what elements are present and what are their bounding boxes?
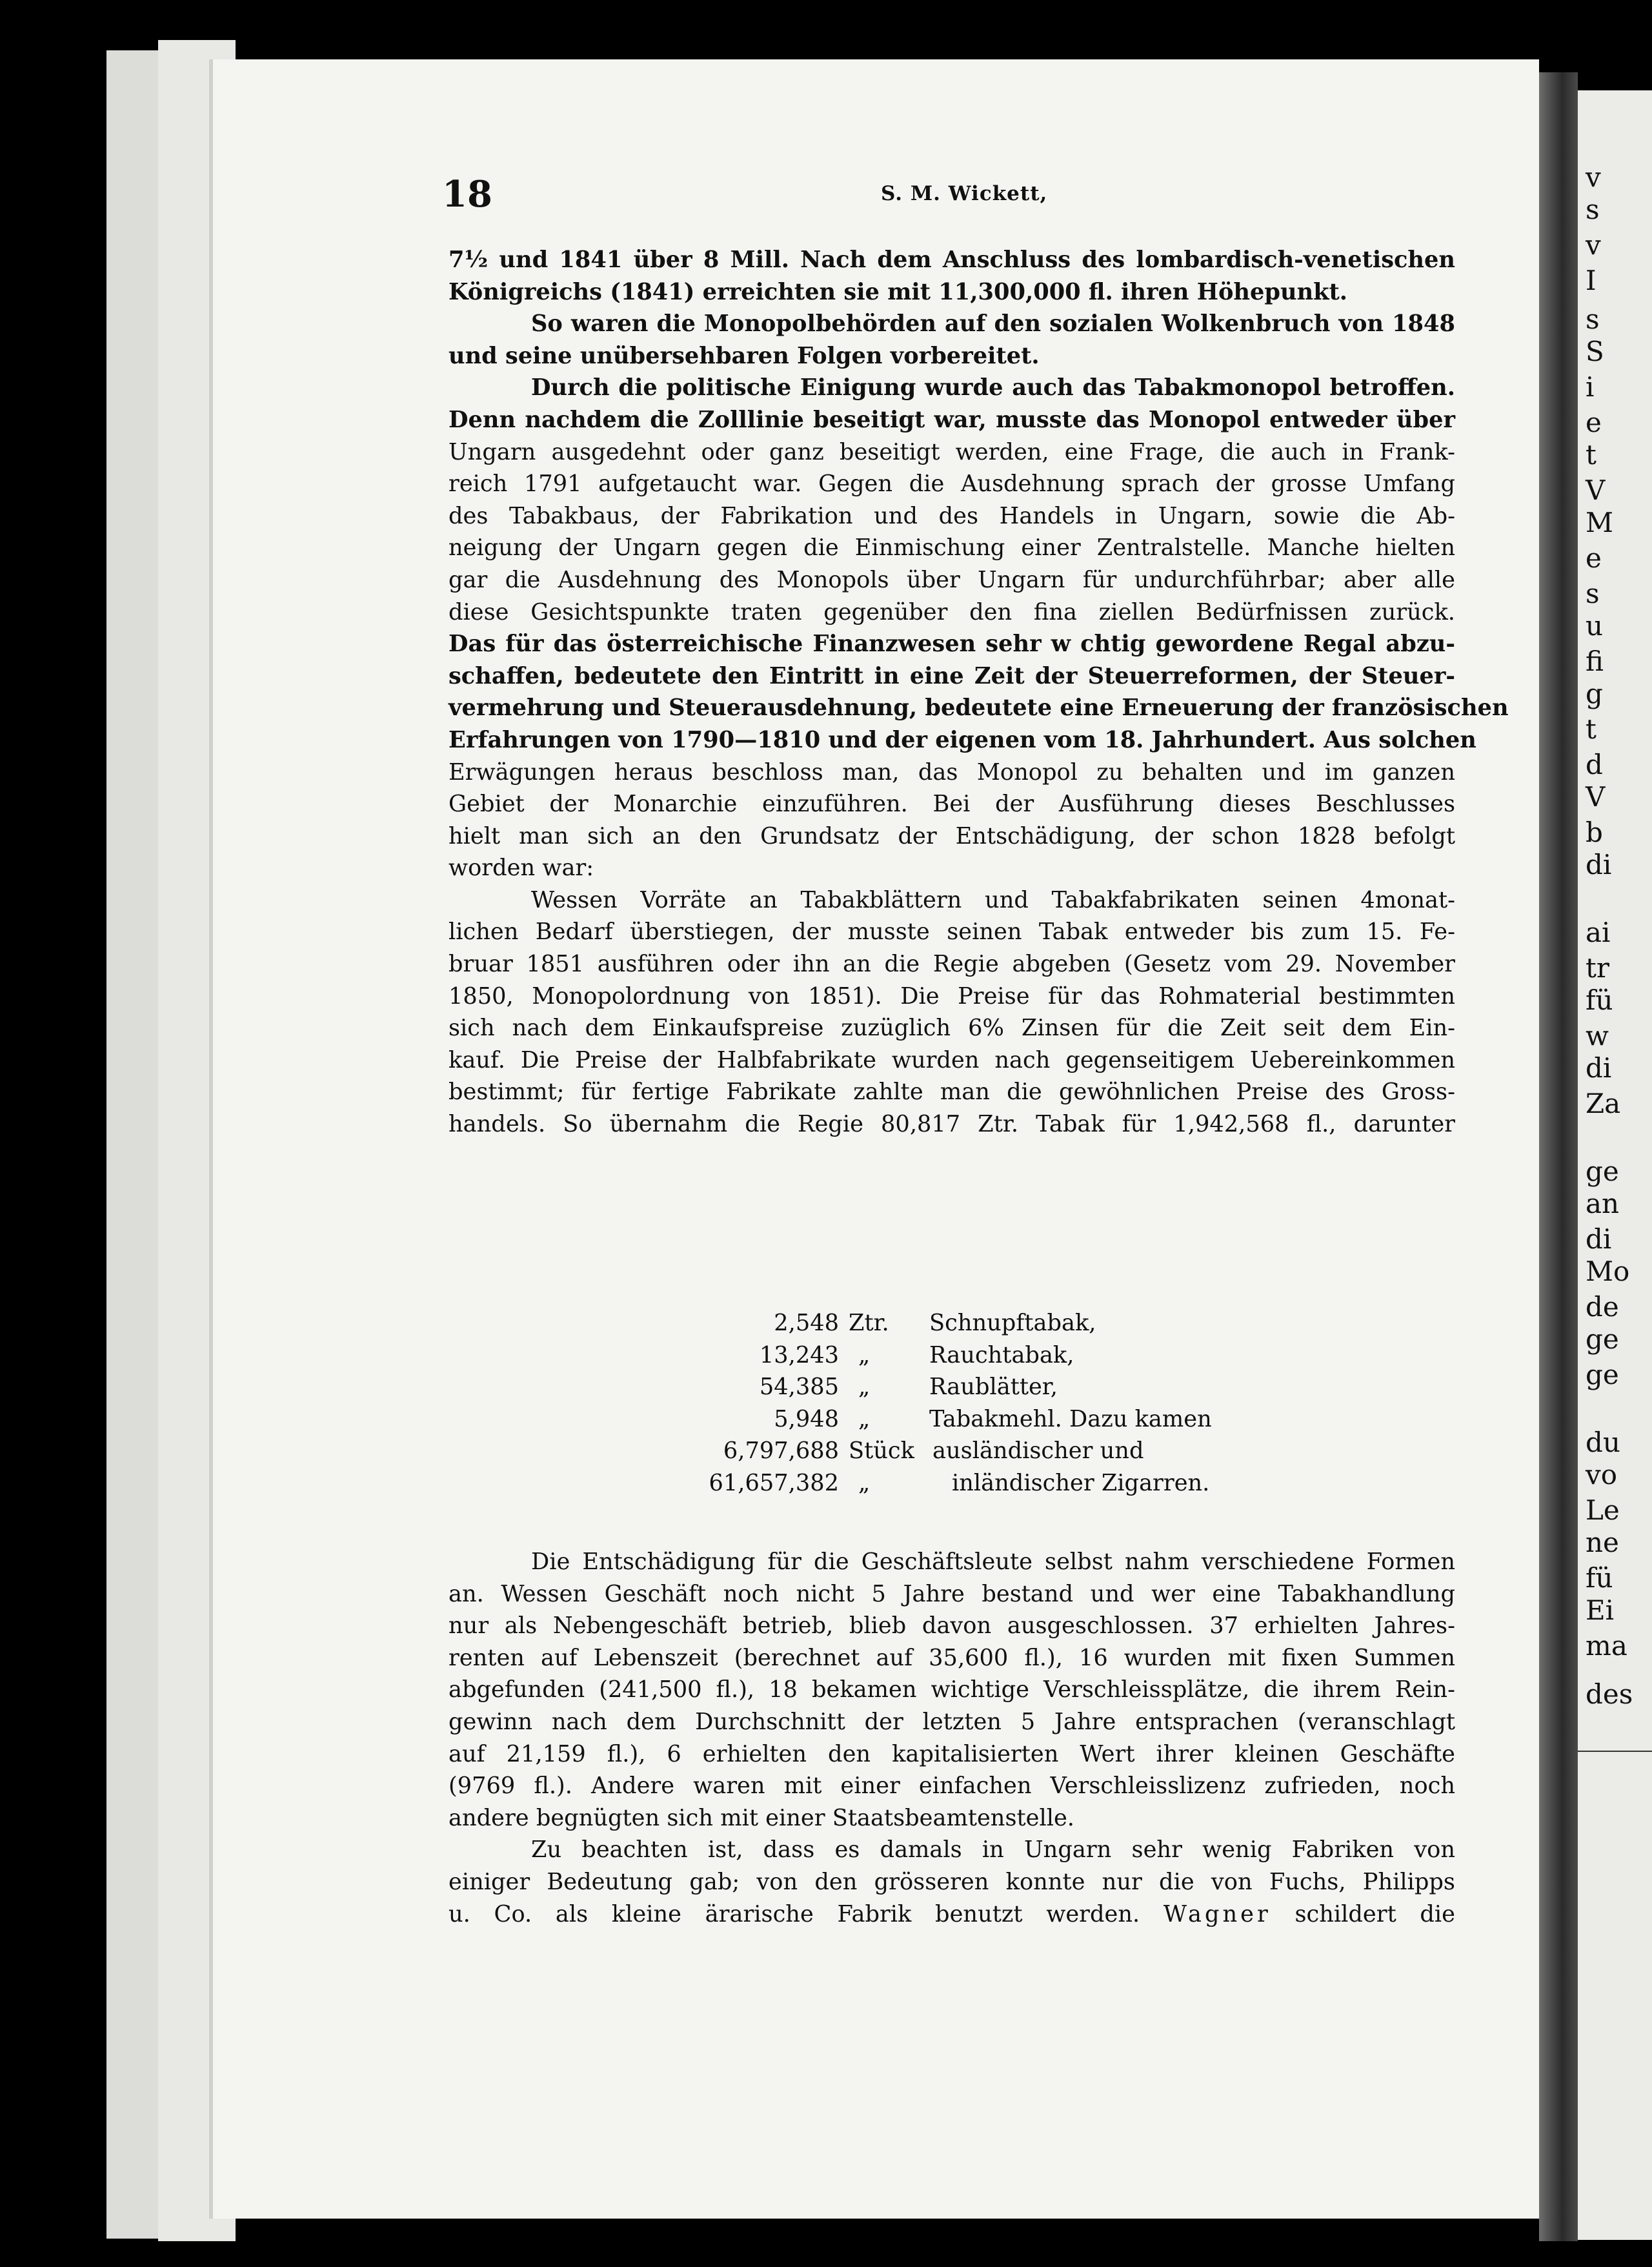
facing-page-text: S <box>1586 336 1604 367</box>
quantity: 5,948 <box>774 1405 839 1432</box>
facing-page-text: ma <box>1586 1630 1627 1662</box>
facing-page-text: di <box>1586 1052 1612 1084</box>
facing-page-text: ge <box>1586 1323 1619 1355</box>
body-text-part2 <box>448 1546 1455 1930</box>
text-line: Königreichs (1841) erreichten sie mit 11,300,000 fl. ihren Höhepunkt. <box>448 278 1348 305</box>
text-line: Gebiet der Monarchie einzuführen. Bei der Ausführung dieses Beschlusses <box>448 791 1455 818</box>
text-line: andere begnügten sich mit einer Staatsbeamtenstelle. <box>448 1804 1074 1831</box>
facing-page-fragment <box>1578 90 1652 2240</box>
list-item <box>645 1307 1226 1339</box>
list-item <box>645 1403 1226 1436</box>
list-item <box>645 1371 1226 1403</box>
facing-page-text: du <box>1586 1427 1620 1458</box>
facing-page-text: Za <box>1586 1088 1621 1119</box>
text-line: nur als Nebengeschäft betrieb, blieb davon ausgeschlossen. 37 erhielten Jahres- <box>448 1612 1455 1640</box>
unit: „ <box>858 1405 871 1432</box>
text-line: worden war: <box>448 855 594 882</box>
text-line: gewinn nach dem Durchschnitt der letzten 5 Jahre entsprachen (veranschlagt <box>448 1708 1455 1735</box>
facing-page-text: tr <box>1586 952 1609 984</box>
description: Rauchtabak, <box>929 1341 1074 1368</box>
facing-page-text: de <box>1586 1291 1619 1323</box>
facing-page-rule <box>1578 1751 1652 1752</box>
facing-page-text: s <box>1586 194 1600 225</box>
facing-page-text: V <box>1586 781 1606 813</box>
quantity: 13,243 <box>759 1341 839 1368</box>
text-line: des Tabakbaus, der Fabrikation und des Handels in Ungarn, sowie die Ab- <box>448 502 1455 529</box>
facing-page-text: Mo <box>1586 1255 1630 1287</box>
text-line: Zu beachten ist, dass es damals in Ungarn sehr wenig Fabriken von <box>531 1836 1455 1864</box>
text-line: (9769 fl.). Andere waren mit einer einfachen Verschleisslizenz zufrieden, noch <box>448 1773 1455 1800</box>
facing-page-text: an <box>1586 1188 1620 1219</box>
facing-page-text: I <box>1586 265 1597 296</box>
facing-page-text: e <box>1586 407 1602 438</box>
facing-page-text: g <box>1586 678 1603 709</box>
text-line: Die Entschädigung für die Geschäftsleute selbst nahm verschiedene Formen <box>531 1549 1455 1575</box>
text-line: renten auf Lebenszeit (berechnet auf 35,600 fl.), 16 wurden mit fixen Summen <box>448 1644 1455 1671</box>
list-item <box>645 1435 1226 1467</box>
text-line: So waren die Monopolbehörden auf den sozialen Wolkenbruch von 1848 <box>531 310 1455 338</box>
text-line: neigung der Ungarn gegen die Einmischung einer Zentralstelle. Manche hielten <box>448 534 1455 562</box>
description: Schnupftabak, <box>929 1310 1096 1336</box>
text-line: Erwägungen heraus beschloss man, das Monopol zu behalten und im ganzen <box>448 758 1455 786</box>
facing-page-text: ge <box>1586 1359 1619 1390</box>
facing-page-text: w <box>1586 1020 1609 1052</box>
facing-page-text: u <box>1586 610 1604 642</box>
facing-page-text: fü <box>1586 984 1613 1016</box>
tobacco-inventory-list <box>645 1307 1226 1499</box>
text-line: und seine unübersehbaren Folgen vorbereitet. <box>448 342 1040 369</box>
page-header <box>442 173 1455 216</box>
text-line: diese Gesichtspunkte traten gegenüber den fina ziellen Bedürfnissen zurück. <box>448 598 1455 625</box>
running-head: S. M. Wickett, <box>881 182 1048 205</box>
text-line: hielt man sich an den Grundsatz der Entschädigung, der schon 1828 befolgt <box>448 822 1455 849</box>
text-line: 7½ und 1841 über 8 Mill. Nach dem Anschluss des lombardisch-venetischen <box>448 247 1455 273</box>
unit: „ <box>858 1469 871 1496</box>
facing-page-text: s <box>1586 578 1600 609</box>
text-line: Ungarn ausgedehnt oder ganz beseitigt werden, eine Frage, die auch in Frank- <box>448 438 1455 465</box>
quantity: 2,548 <box>774 1310 839 1336</box>
facing-page-text: v <box>1586 161 1601 193</box>
facing-page-text: des <box>1586 1678 1633 1710</box>
facing-page-text: t <box>1586 439 1597 471</box>
text-line: handels. So übernahm die Regie 80,817 Ztr. Tabak für 1,942,568 fl., darunter <box>448 1111 1455 1138</box>
text-line: 1850, Monopolordnung von 1851). Die Preise für das Rohmaterial bestimmten <box>448 982 1455 1010</box>
text-line: schaffen, bedeutete den Eintritt in eine Zeit der Steuerreformen, der Steuer- <box>448 662 1455 689</box>
facing-page-text: fi <box>1586 646 1604 677</box>
facing-page-text: e <box>1586 542 1602 574</box>
facing-page-text: ge <box>1586 1155 1619 1187</box>
text-line: Das für das österreichische Finanzwesen sehr w chtig gewordene Regal abzu- <box>448 631 1455 658</box>
text-line: kauf. Die Preise der Halbfabrikate wurden nach gegenseitigem Uebereinkommen <box>448 1046 1455 1073</box>
body-text-part1 <box>448 244 1509 1141</box>
facing-page-text: t <box>1586 713 1597 745</box>
unit: Ztr. <box>849 1310 889 1336</box>
list-item <box>645 1339 1226 1372</box>
quantity: 6,797,688 <box>723 1438 839 1464</box>
facing-page-text: V <box>1586 474 1606 506</box>
text-line: bruar 1851 ausführen oder ihn an die Regie abgeben (Gesetz vom 29. November <box>448 951 1455 978</box>
description: inländischer Zigarren. <box>952 1469 1210 1496</box>
facing-page-text: vo <box>1586 1459 1618 1490</box>
facing-page-text: di <box>1586 1223 1612 1255</box>
description: ausländischer und <box>932 1438 1144 1464</box>
text-line: einiger Bedeutung gab; von den grösseren konnte nur die von Fuchs, Philipps <box>448 1868 1455 1895</box>
text-line: sich nach dem Einkaufspreise zuzüglich 6% Zinsen für die Zeit seit dem Ein- <box>448 1015 1455 1042</box>
unit: Stück <box>849 1438 914 1464</box>
text-line: abgefunden (241,500 fl.), 18 bekamen wichtige Verschleissplätze, die ihrem Rein- <box>448 1676 1455 1703</box>
facing-page-text: ai <box>1586 917 1611 948</box>
text-line: an. Wessen Geschäft noch nicht 5 Jahre bestand und wer eine Tabakhandlung <box>448 1580 1455 1607</box>
description: Raublätter, <box>929 1374 1058 1400</box>
quantity: 54,385 <box>759 1374 839 1400</box>
unit: „ <box>858 1374 871 1400</box>
facing-page-text: v <box>1586 229 1601 261</box>
text-line: reich 1791 aufgetaucht war. Gegen die Ausdehnung sprach der grosse Umfang <box>448 471 1455 498</box>
facing-page-text: M <box>1586 507 1614 538</box>
text-line: Denn nachdem die Zolllinie beseitigt war, musste das Monopol entweder über <box>448 406 1455 433</box>
list-item <box>645 1467 1226 1499</box>
facing-page-text: d <box>1586 749 1603 780</box>
text-line: auf 21,159 fl.), 6 erhielten den kapitalisierten Wert ihrer kleinen Geschäfte <box>448 1740 1455 1767</box>
text-line: u. Co. als kleine ärarische Fabrik benutzt werden. Wagner schildert die <box>448 1900 1456 1927</box>
facing-page-text: s <box>1586 303 1600 335</box>
page-number: 18 <box>442 173 492 216</box>
facing-page-text: di <box>1586 849 1612 880</box>
facing-page-text: ne <box>1586 1527 1619 1558</box>
facing-page-text: i <box>1586 371 1595 403</box>
text-line: Wessen Vorräte an Tabakblättern und Tabakfabrikaten seinen 4monat- <box>531 886 1455 913</box>
facing-page-text: Ei <box>1586 1594 1615 1626</box>
facing-page-text: fü <box>1586 1562 1613 1594</box>
quantity: 61,657,382 <box>709 1469 839 1496</box>
text-line: lichen Bedarf überstiegen, der musste seinen Tabak entweder bis zum 15. Fe- <box>448 919 1455 946</box>
unit: „ <box>858 1341 871 1368</box>
text-line: Durch die politische Einigung wurde auch das Tabakmonopol betroffen. <box>531 374 1455 402</box>
facing-page-text: b <box>1586 817 1603 848</box>
facing-page-text: Le <box>1586 1494 1620 1526</box>
text-line: Erfahrungen von 1790—1810 und der eigenen vom 18. Jahrhundert. Aus solchen <box>448 726 1476 753</box>
text-line: gar die Ausdehnung des Monopols über Ungarn für undurchführbar; aber alle <box>448 566 1455 593</box>
description: Tabakmehl. Dazu kamen <box>929 1405 1212 1432</box>
text-line: vermehrung und Steuerausdehnung, bedeutete eine Erneuerung der französischen <box>448 695 1509 722</box>
text-line: bestimmt; für fertige Fabrikate zahlte man die gewöhnlichen Preise des Gross- <box>448 1079 1455 1106</box>
page-gutter <box>1539 72 1578 2241</box>
